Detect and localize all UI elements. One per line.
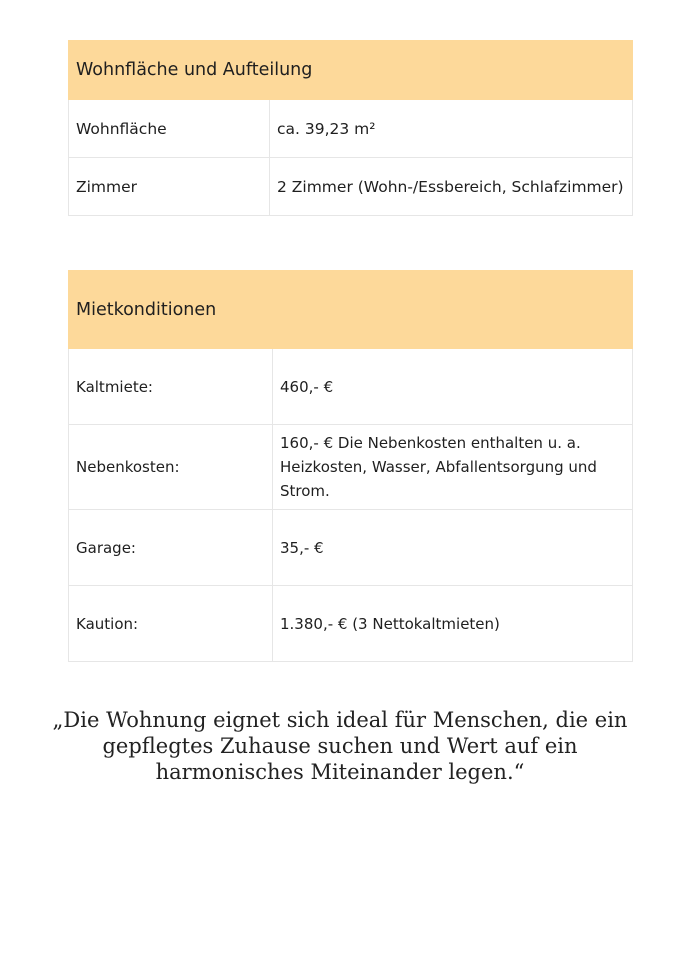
row-label: Kaution: [69, 586, 273, 662]
table-header-row [69, 271, 633, 349]
row-label: Kaltmiete: [69, 349, 273, 425]
row-label: Wohnfläche [69, 100, 270, 158]
table-row [69, 586, 633, 662]
table-row [69, 425, 633, 510]
table-row [69, 100, 633, 158]
wohnflaeche-title: Wohnfläche und Aufteilung [69, 41, 633, 100]
table-row [69, 349, 633, 425]
row-value: 1.380,- € (3 Nettokaltmieten) [273, 586, 633, 662]
wohnflaeche-table [68, 40, 633, 216]
table-row [69, 158, 633, 216]
row-value: 460,- € [273, 349, 633, 425]
row-value: 2 Zimmer (Wohn-/Essbereich, Schlafzimmer) [270, 158, 633, 216]
mietkonditionen-title: Mietkonditionen [69, 271, 273, 349]
row-label: Nebenkosten: [69, 425, 273, 510]
mietkonditionen-table [68, 270, 633, 662]
row-label: Zimmer [69, 158, 270, 216]
table-header-row [69, 41, 633, 100]
row-value: 160,- € Die Nebenkosten enthalten u. a. Heizkosten, Wasser, Abfallentsorgung und Strom. [273, 425, 633, 510]
row-value: ca. 39,23 m² [270, 100, 633, 158]
row-label: Garage: [69, 510, 273, 586]
row-value: 35,- € [273, 510, 633, 586]
closing-quote: „Die Wohnung eignet sich ideal für Menschen, die ein gepflegtes Zuhause suchen und Wert auf ein harmonisches Miteinander legen.“ [52, 708, 628, 784]
table-row [69, 510, 633, 586]
header-empty-cell [273, 271, 633, 349]
